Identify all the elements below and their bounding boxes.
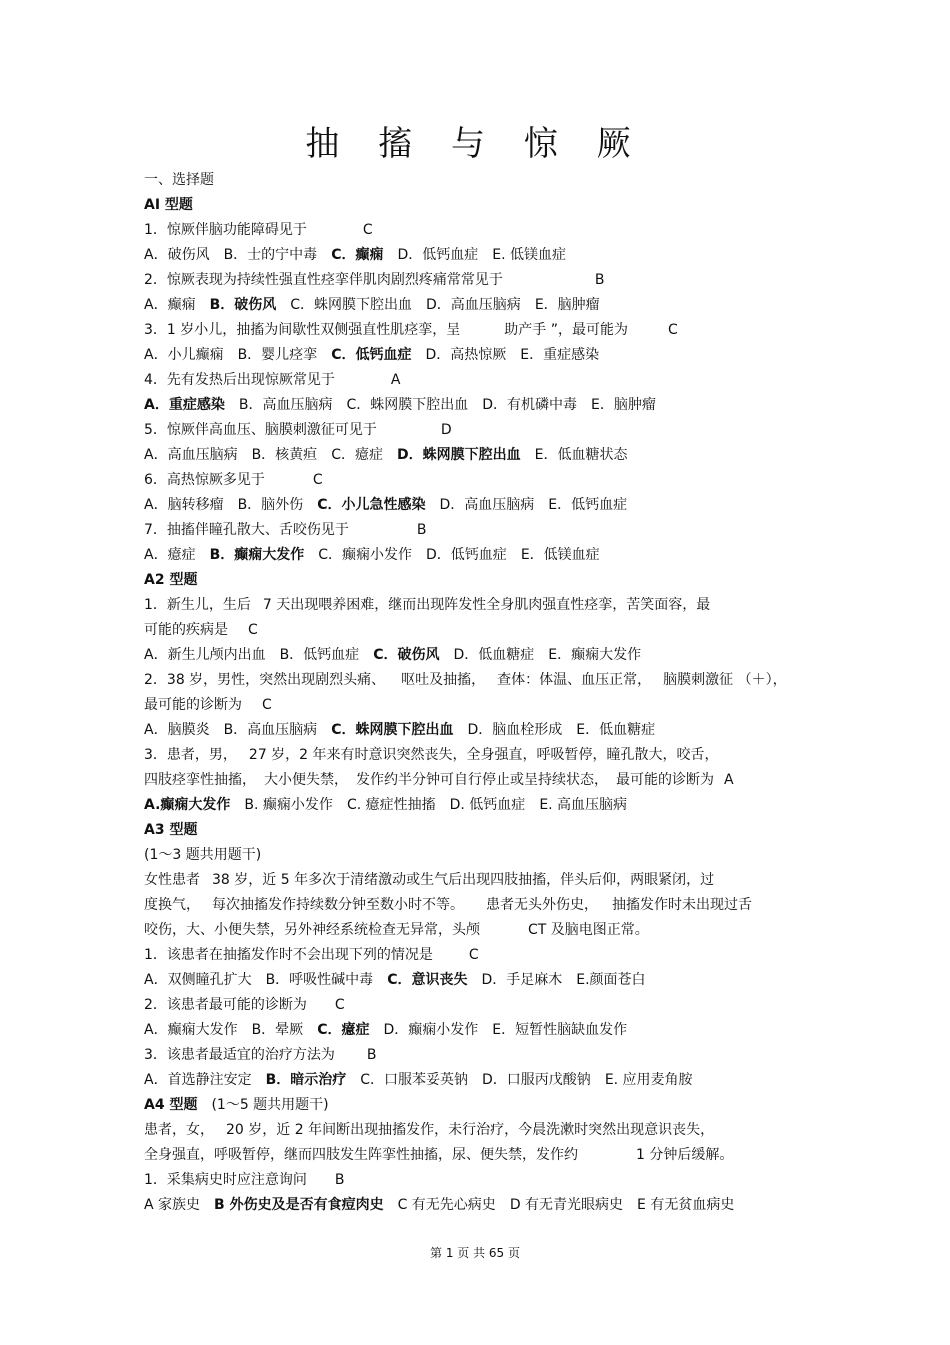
a4-q1-options-3: D 有无青光眼病史	[509, 1197, 624, 1213]
a3-case-0: 女性患者	[144, 872, 200, 888]
a3-heading: A3 型题	[144, 822, 198, 838]
a2-q2-line1	[144, 668, 824, 693]
a4-q1-stem: 1．采集病史时应注意询问	[144, 1172, 307, 1188]
a3-q3-stem	[144, 1043, 824, 1068]
a1-q4-options	[144, 393, 824, 418]
a4-q1-answer: B	[334, 1172, 345, 1188]
a4-q1-options-2: C 有无先心病史	[397, 1197, 496, 1213]
a1-q4-stem: 4．先有发热后出现惊厥常见于	[144, 372, 335, 388]
a2-heading: A2 型题	[144, 572, 198, 588]
a2-q3-l2b: 大小便失禁，	[264, 772, 348, 788]
a2-q3-answer: A	[724, 772, 734, 788]
a1-q3-options-2: C．低钙血症	[331, 347, 412, 363]
a2-q2-l1c: 查体：体温、血压正常，	[497, 672, 652, 688]
a3-q3-stem: 3．该患者最适宜的治疗方法为	[144, 1047, 335, 1063]
a1-q3-stem: 3．1 岁小儿，抽搐为间歇性双侧强直性肌痉挛，呈	[144, 322, 461, 338]
a2-q3-l2: 四肢痉挛性抽搐，	[144, 772, 256, 788]
a2-q2-options-4: E．低血糖症	[576, 722, 656, 738]
a4-q1-options	[144, 1193, 824, 1218]
a1-q5-options-4: E．低血糖状态	[534, 447, 628, 463]
a2-q2-options-0: A．脑膜炎	[144, 722, 210, 738]
a1-q1-options-3: D．低钙血症	[397, 247, 479, 263]
a2-q3-l1: 3．患者，男，	[144, 747, 237, 763]
page-title: 抽 搐 与 惊 厥	[305, 124, 645, 164]
a1-q4-options-2: C．蛛网膜下腔出血	[346, 397, 469, 413]
a3-q2-options-4: E．短暂性脑缺血发作	[492, 1022, 628, 1038]
a1-q5-options-3: D．蛛网膜下腔出血	[396, 447, 521, 463]
a1-q2-options-3: D．高血压脑病	[426, 297, 521, 313]
a2-q2-options-1: B．高血压脑病	[223, 722, 318, 738]
a4-case-3: 1 分钟后缓解。	[636, 1147, 734, 1163]
a2-q3-options-1: B. 癫痫小发作	[244, 797, 333, 813]
a2-q1-line2	[144, 618, 824, 643]
a3-q2-options-1: B．晕厥	[251, 1022, 304, 1038]
a2-q3-options-3: D. 低钙血症	[449, 797, 526, 813]
a3-q3-options-2: C．口服苯妥英钠	[360, 1072, 469, 1088]
a3-q2-options-3: D．癫痫小发作	[383, 1022, 479, 1038]
a2-q2-l1d: 脑膜刺激征 （＋），	[663, 672, 787, 688]
a3-case-4: 患者无头外伤史，	[486, 897, 598, 913]
a2-q1-line1	[144, 593, 824, 618]
a1-q5-options-2: C．癔症	[331, 447, 383, 463]
a4-case-line1	[144, 1118, 824, 1143]
a2-q3-options-4: E. 高血压脑病	[539, 797, 628, 813]
a4-q1-options-0: A 家族史	[144, 1197, 201, 1213]
a1-q2-options-2: C．蛛网膜下腔出血	[290, 297, 413, 313]
a1-q7-options-0: A．癔症	[144, 547, 196, 563]
a1-q1-options	[144, 243, 824, 268]
question-content	[144, 168, 824, 1218]
a1-q6-stem	[144, 468, 824, 493]
a4-group: (1～5 题共用题干)	[211, 1097, 329, 1113]
a1-q2-stem	[144, 268, 824, 293]
a2-q1-options-1: B．低钙血症	[279, 647, 360, 663]
a3-q2-stem: 2．该患者最可能的诊断为	[144, 997, 307, 1013]
a1-q4-options-0: A．重症感染	[144, 397, 225, 413]
a3-q3-options-0: A．首选静注安定	[144, 1072, 252, 1088]
a1-q3-options-3: D．高热惊厥	[425, 347, 507, 363]
a3-q2-options-0: A．癫痫大发作	[144, 1022, 238, 1038]
a3-q2-options	[144, 1018, 824, 1043]
a2-q2-options-3: D．脑血栓形成	[467, 722, 563, 738]
a1-q5-answer: D	[440, 422, 452, 438]
a1-q5-options	[144, 443, 824, 468]
a2-q2-l1b: 呕吐及抽搐，	[401, 672, 486, 688]
a1-q1-options-0: A．破伤风	[144, 247, 210, 263]
a2-q3-options	[144, 793, 824, 818]
a1-q7-options-4: E．低镁血症	[520, 547, 600, 563]
a1-q4-options-1: B．高血压脑病	[238, 397, 333, 413]
a1-q6-options-0: A．脑转移瘤	[144, 497, 224, 513]
a1-q7-answer: B	[416, 522, 427, 538]
a1-q1-answer: C	[362, 222, 373, 238]
a3-group: (1～3 题共用题干)	[144, 847, 262, 863]
a3-q1-options-2: C．意识丧失	[387, 972, 468, 988]
a1-q5-options-1: B．核黄疸	[251, 447, 318, 463]
a3-case-6: 咬伤，大、小便失禁，另外神经系统检查无异常，头颅	[144, 922, 480, 938]
a2-q1-l1: 1．新生儿，生后	[144, 597, 251, 613]
a1-q7-options-2: C．癫痫小发作	[318, 547, 413, 563]
a1-q2-options-1: B．破伤风	[209, 297, 277, 313]
a3-case-3: 每次抽搐发作持续数分钟至数小时不等。	[212, 897, 464, 913]
a2-q1-options-0: A．新生儿颅内出血	[144, 647, 266, 663]
a2-q3-l2c: 发作约半分钟可自行停止或呈持续状态，	[356, 772, 608, 788]
a1-q3-options-4: E．重症感染	[520, 347, 600, 363]
a2-q1-l1b: 7 天出现喂养困难，继而出现阵发性全身肌肉强直性痉挛，苦笑面容，最	[262, 597, 711, 613]
a3-case-5: 抽搐发作时未出现过舌	[612, 897, 752, 913]
a1-q6-answer: C	[312, 472, 323, 488]
a3-q1-answer: C	[468, 947, 479, 963]
a3-q1-options-1: B．呼吸性碱中毒	[265, 972, 374, 988]
a1-q6-options	[144, 493, 824, 518]
page-footer: 第 1 页 共 65 页	[430, 1246, 520, 1260]
a3-case-2: 度换气，	[144, 897, 200, 913]
a1-q6-stem: 6．高热惊厥多见于	[144, 472, 265, 488]
a1-q3-stem2: 助产手 ”，最可能为	[504, 322, 628, 338]
a1-q6-options-1: B．脑外伤	[237, 497, 304, 513]
a1-q5-options-0: A．高血压脑病	[144, 447, 238, 463]
a3-q3-answer: B	[366, 1047, 377, 1063]
a4-q1-options-4: E 有无贫血病史	[637, 1197, 735, 1213]
a1-q1-stem: 1．惊厥伴脑功能障碍见于	[144, 222, 307, 238]
a1-q3-stem	[144, 318, 824, 343]
a2-q3-line1	[144, 743, 824, 768]
a2-q1-options-2: C．破伤风	[373, 647, 440, 663]
a2-q3-line2	[144, 768, 824, 793]
a3-q3-options-3: D．口服丙戊酸钠	[482, 1072, 591, 1088]
a2-q2-answer: C	[262, 697, 272, 713]
a3-case-7: CT 及脑电图正常。	[528, 922, 649, 938]
a3-q3-options-4: E. 应用麦角胺	[604, 1072, 693, 1088]
a2-q2-options-2: C．蛛网膜下腔出血	[331, 722, 454, 738]
a2-q3-options-2: C. 癔症性抽搐	[346, 797, 436, 813]
a4-q1-options-1: B 外伤史及是否有食痘肉史	[214, 1197, 384, 1213]
a2-q2-l2: 最可能的诊断为	[144, 697, 242, 713]
a3-q1-options	[144, 968, 824, 993]
a4-case-0: 患者，女，	[144, 1122, 214, 1138]
a1-q2-stem: 2．惊厥表现为持续性强直性痉挛伴肌肉剧烈疼痛常常见于	[144, 272, 503, 288]
a1-q7-stem	[144, 518, 824, 543]
a1-q1-options-2: C．癫痫	[331, 247, 384, 263]
a2-q2-options	[144, 718, 824, 743]
a1-q6-options-3: D．高血压脑病	[439, 497, 535, 513]
a3-q2-stem	[144, 993, 824, 1018]
a3-q1-options-4: E.颜面苍白	[576, 972, 646, 988]
a3-case-1: 38 岁，近 5 年多次于清绪激动或生气后出现四肢抽搐，伴头后仰，两眼紧闭，过	[212, 872, 715, 888]
a1-q4-answer: A	[390, 372, 401, 388]
a2-q3-l2d: 最可能的诊断为	[616, 772, 714, 788]
a2-q1-options-4: E．癫痫大发作	[548, 647, 642, 663]
a1-heading: AI 型题	[144, 197, 193, 213]
a3-q3-options-1: B．暗示治疗	[265, 1072, 347, 1088]
a4-q1-stem	[144, 1168, 824, 1193]
a3-q1-stem	[144, 943, 824, 968]
a1-q7-stem: 7．抽搐伴瞳孔散大、舌咬伤见于	[144, 522, 349, 538]
a1-q2-options-4: E．脑肿瘤	[534, 297, 600, 313]
a1-q3-options-0: A．小儿癫痫	[144, 347, 224, 363]
a1-q3-options-1: B．婴儿痉挛	[237, 347, 318, 363]
a3-q2-options-2: C．癔症	[317, 1022, 370, 1038]
a1-q4-options-3: D．有机磷中毒	[482, 397, 578, 413]
a3-q1-options-3: D．手足麻木	[481, 972, 563, 988]
a2-q1-answer: C	[248, 622, 258, 638]
a1-q1-stem	[144, 218, 824, 243]
a1-q7-options-1: B．癫痫大发作	[209, 547, 305, 563]
a1-q3-options	[144, 343, 824, 368]
a1-q1-options-4: E. 低镁血症	[492, 247, 566, 263]
a2-q2-l1: 2．38 岁，男性，突然出现剧烈头痛、	[144, 672, 386, 688]
a1-q4-options-4: E．脑肿瘤	[591, 397, 656, 413]
a4-case-2: 全身强直，呼吸暂停，继而四肢发生阵挛性抽搐，尿、便失禁，发作约	[144, 1147, 578, 1163]
a3-case-line1	[144, 868, 824, 893]
a2-q1-l2: 可能的疾病是	[144, 622, 228, 638]
a1-q1-options-1: B．士的宁中毒	[223, 247, 318, 263]
a3-q1-stem: 1．该患者在抽搐发作时不会出现下列的情况是	[144, 947, 433, 963]
a3-q3-options	[144, 1068, 824, 1093]
a2-q2-line2	[144, 693, 824, 718]
a1-q6-options-4: E．低钙血症	[548, 497, 628, 513]
section-heading: 一、选择题	[144, 172, 214, 188]
a3-q2-answer: C	[334, 997, 345, 1013]
a1-q6-options-2: C．小儿急性感染	[317, 497, 426, 513]
a1-q5-stem	[144, 418, 824, 443]
a3-case-line3	[144, 918, 824, 943]
a2-q3-l1b: 27 岁，2 年来有时意识突然丧失，全身强直，呼吸暂停，瞳孔散大，咬舌，	[248, 747, 719, 763]
a1-q7-options-3: D．低钙血症	[426, 547, 507, 563]
a1-q5-stem: 5．惊厥伴高血压、脑膜刺激征可见于	[144, 422, 377, 438]
a4-case-line2	[144, 1143, 824, 1168]
a1-q3-answer: C	[667, 322, 678, 338]
a4-case-1: 20 岁，近 2 年间断出现抽搐发作，未行治疗，今晨洗漱时突然出现意识丧失，	[226, 1122, 715, 1138]
a1-q2-options-0: A．癫痫	[144, 297, 196, 313]
a1-q2-answer: B	[594, 272, 605, 288]
a1-q2-options	[144, 293, 824, 318]
a1-q4-stem	[144, 368, 824, 393]
a3-case-line2	[144, 893, 824, 918]
a2-q3-options-0: A.癫痫大发作	[144, 797, 231, 813]
a1-q7-options	[144, 543, 824, 568]
a4-heading	[144, 1093, 824, 1118]
a4-heading: A4 型题	[144, 1097, 198, 1113]
a2-q1-options	[144, 643, 824, 668]
a3-q1-options-0: A．双侧瞳孔扩大	[144, 972, 252, 988]
a2-q1-options-3: D．低血糖症	[453, 647, 535, 663]
